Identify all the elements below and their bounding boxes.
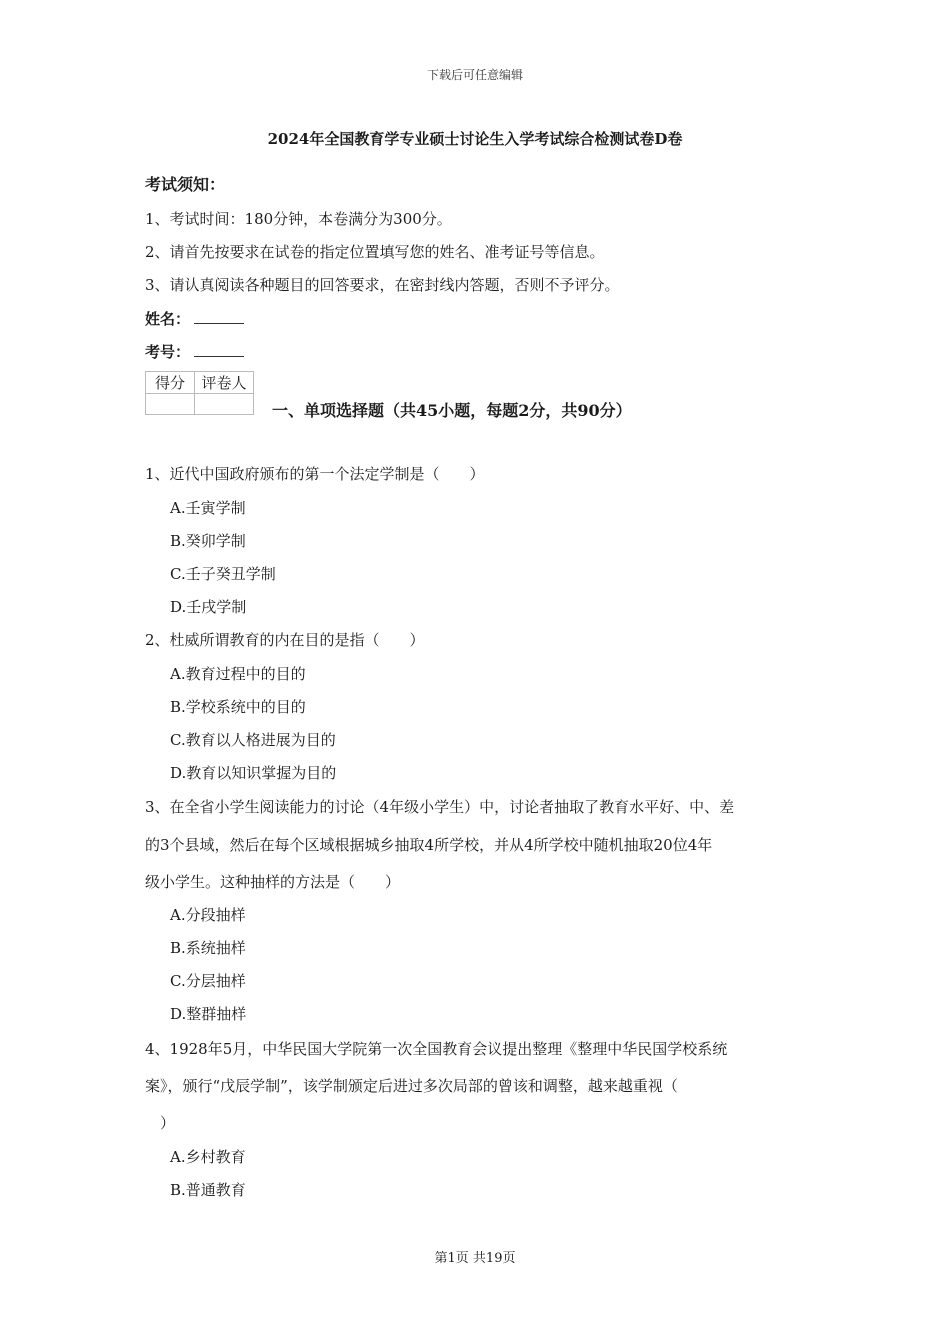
name-label: 姓名： xyxy=(145,310,191,328)
answer-option: A.乡村教育 xyxy=(170,1148,246,1166)
notice-heading: 考试须知： xyxy=(145,175,226,194)
score-table xyxy=(145,371,254,415)
question-text: ） xyxy=(145,1114,176,1132)
question-text: 1、近代中国政府颁布的第一个法定学制是（ ） xyxy=(145,465,485,483)
score-cell[interactable] xyxy=(146,394,195,415)
grader-cell[interactable] xyxy=(195,394,254,415)
answer-option: D.教育以知识掌握为目的 xyxy=(170,764,337,782)
name-blank[interactable] xyxy=(194,309,244,324)
question-text: 案》，颁行“戊辰学制”，该学制颁定后进过多次局部的曾该和调整，越来越重视（ xyxy=(145,1077,678,1095)
answer-option: C.教育以人格进展为目的 xyxy=(170,731,336,749)
answer-option: D.整群抽样 xyxy=(170,1005,247,1023)
section-title: 一、单项选择题（共45小题，每题2分，共90分） xyxy=(272,401,632,420)
answer-option: A.分段抽样 xyxy=(170,906,246,924)
answer-option: A.壬寅学制 xyxy=(170,499,246,517)
answer-option: B.系统抽样 xyxy=(170,939,246,957)
notice-item: 3、请认真阅读各种题目的回答要求，在密封线内答题，否则不予评分。 xyxy=(145,276,620,294)
grader-header: 评卷人 xyxy=(195,372,254,394)
answer-option: D.壬戌学制 xyxy=(170,598,247,616)
answer-option: B.普通教育 xyxy=(170,1181,246,1199)
question-text: 3、在全省小学生阅读能力的讨论（4年级小学生）中，讨论者抽取了教育水平好、中、差 xyxy=(145,798,735,816)
answer-option: B.学校系统中的目的 xyxy=(170,698,306,716)
notice-item: 1、考试时间：180分钟，本卷满分为300分。 xyxy=(145,210,452,228)
question-text: 级小学生。这种抽样的方法是（ ） xyxy=(145,873,401,891)
id-label: 考号： xyxy=(145,343,191,361)
answer-option: C.分层抽样 xyxy=(170,972,246,990)
id-blank[interactable] xyxy=(194,342,244,357)
question-text: 的3个县域，然后在每个区域根据城乡抽取4所学校，并从4所学校中随机抽取20位4年 xyxy=(145,836,713,854)
name-field xyxy=(145,308,244,329)
notice-item: 2、请首先按要求在试卷的指定位置填写您的姓名、准考证号等信息。 xyxy=(145,243,605,261)
score-header: 得分 xyxy=(146,372,195,394)
header-note: 下载后可任意编辑 xyxy=(426,68,523,82)
question-text: 2、杜威所谓教育的内在目的是指（ ） xyxy=(145,631,425,649)
question-text: 4、1928年5月，中华民国大学院第一次全国教育会议提出整理《整理中华民国学校系统 xyxy=(145,1040,728,1058)
page-footer: 第1页 共19页 xyxy=(434,1251,516,1266)
document-title: 2024年全国教育学专业硕士讨论生入学考试综合检测试卷D卷 xyxy=(267,130,683,148)
id-field xyxy=(145,341,244,362)
answer-option: B.癸卯学制 xyxy=(170,532,246,550)
answer-option: C.壬子癸丑学制 xyxy=(170,565,276,583)
answer-option: A.教育过程中的目的 xyxy=(170,665,306,683)
